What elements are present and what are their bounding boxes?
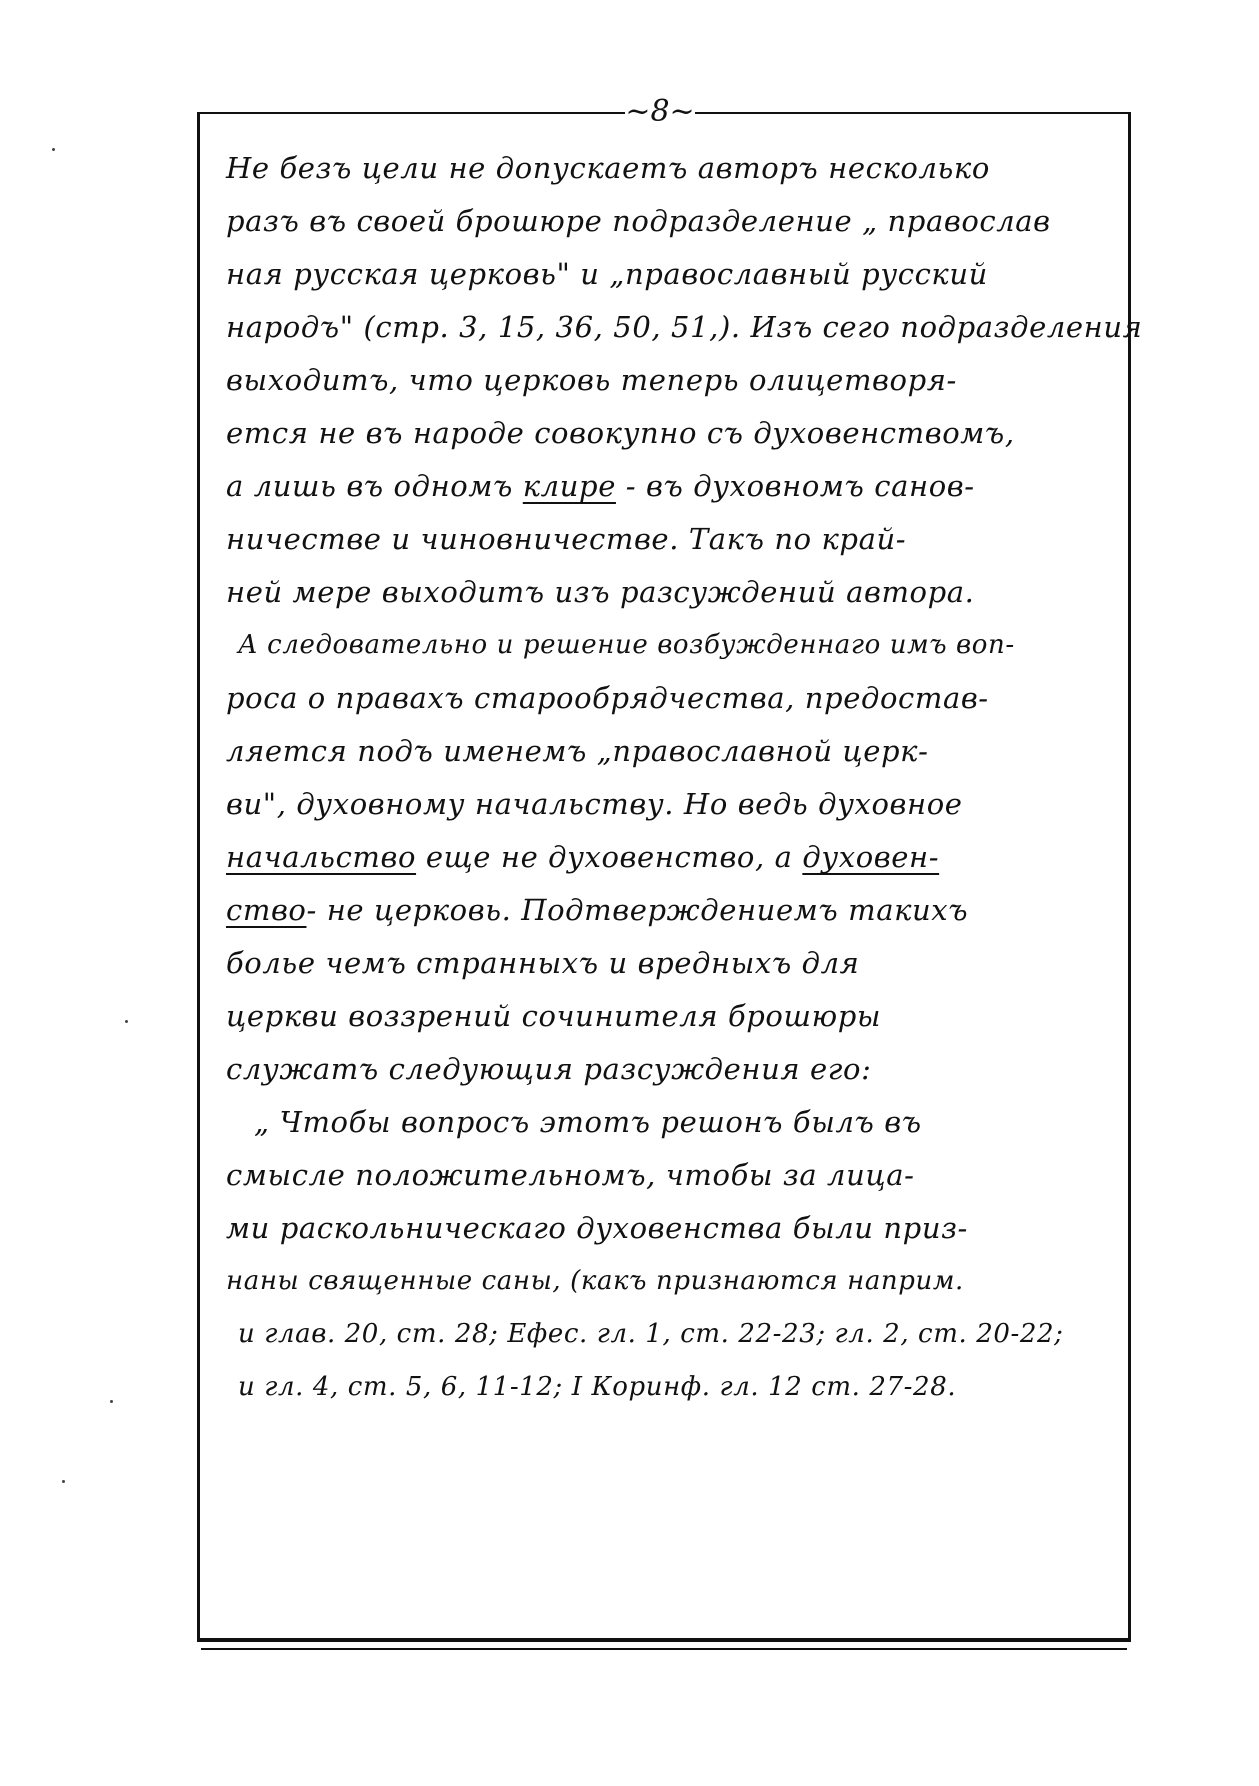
text-segment: а лишь въ одномъ: [226, 469, 513, 503]
text-line: и гл. 4, ст. 5, 6, 11-12; I Коринф. гл. 12 ст. 27-28.: [238, 1372, 957, 1402]
scan-speck: [52, 148, 55, 151]
text-segment: еще не духовенство, а: [425, 840, 793, 874]
underlined-word: ство: [226, 893, 307, 927]
text-line: разъ въ своей брошюре подразделение „ православ: [226, 204, 1051, 238]
text-line: наны священные саны, (какъ признаются наприм.: [226, 1266, 964, 1296]
bottom-rule: [197, 1638, 1131, 1642]
scan-speck: [125, 1020, 128, 1023]
text-line: ви", духовному начальству. Но ведь духовное: [226, 787, 963, 821]
text-line: болье чемъ странныхъ и вредныхъ для: [226, 946, 860, 980]
text-line: „ Чтобы вопросъ этотъ решонъ былъ въ: [254, 1105, 922, 1139]
text-line: народъ" (стр. 3, 15, 36, 50, 51,). Изъ сего подразделения: [226, 310, 1143, 344]
scan-speck: [110, 1400, 113, 1403]
text-line: ная русская церковь" и „православный русский: [226, 257, 988, 291]
text-line: [226, 884, 1126, 937]
text-line: ничестве и чиновничестве. Такъ по край-: [226, 522, 907, 556]
text-line: и глав. 20, ст. 28; Ефес. гл. 1, ст. 22-23; гл. 2, ст. 20-22;: [238, 1319, 1064, 1349]
text-line: А следовательно и решение возбужденнаго имъ воп-: [238, 630, 1015, 660]
text-line: ется не въ народе совокупно съ духовенствомъ,: [226, 416, 1015, 450]
text-line: выходитъ, что церковь теперь олицетворя-: [226, 363, 957, 397]
underlined-word: клире: [522, 469, 616, 503]
underlined-word: начальство: [226, 840, 417, 874]
scan-speck: [62, 1480, 65, 1483]
manuscript-text: [226, 142, 1143, 1414]
bottom-rule-thin: [201, 1648, 1127, 1650]
text-line: ней мере выходитъ изъ разсуждений автора.: [226, 575, 975, 609]
text-line: церкви воззрений сочинителя брошюры: [226, 999, 882, 1033]
text-line: смысле положительномъ, чтобы за лица-: [226, 1158, 915, 1192]
underlined-word: духовен-: [802, 840, 940, 874]
text-segment: - не церковь. Подтверждениемъ такихъ: [306, 893, 969, 927]
page-number: ~8~: [625, 92, 695, 132]
text-segment: - въ духовномъ санов-: [625, 469, 975, 503]
text-line: [226, 831, 1126, 884]
text-line: Не безъ цели не допускаетъ авторъ несколько: [226, 151, 990, 185]
text-line: ми раскольническаго духовенства были приз-: [226, 1211, 968, 1245]
text-line: служатъ следующия разсуждения его:: [226, 1052, 872, 1086]
text-line: ляется подъ именемъ „православной церк-: [226, 734, 929, 768]
text-line: роса о правахъ старообрядчества, предостав-: [226, 681, 989, 715]
text-line: [226, 460, 1126, 513]
